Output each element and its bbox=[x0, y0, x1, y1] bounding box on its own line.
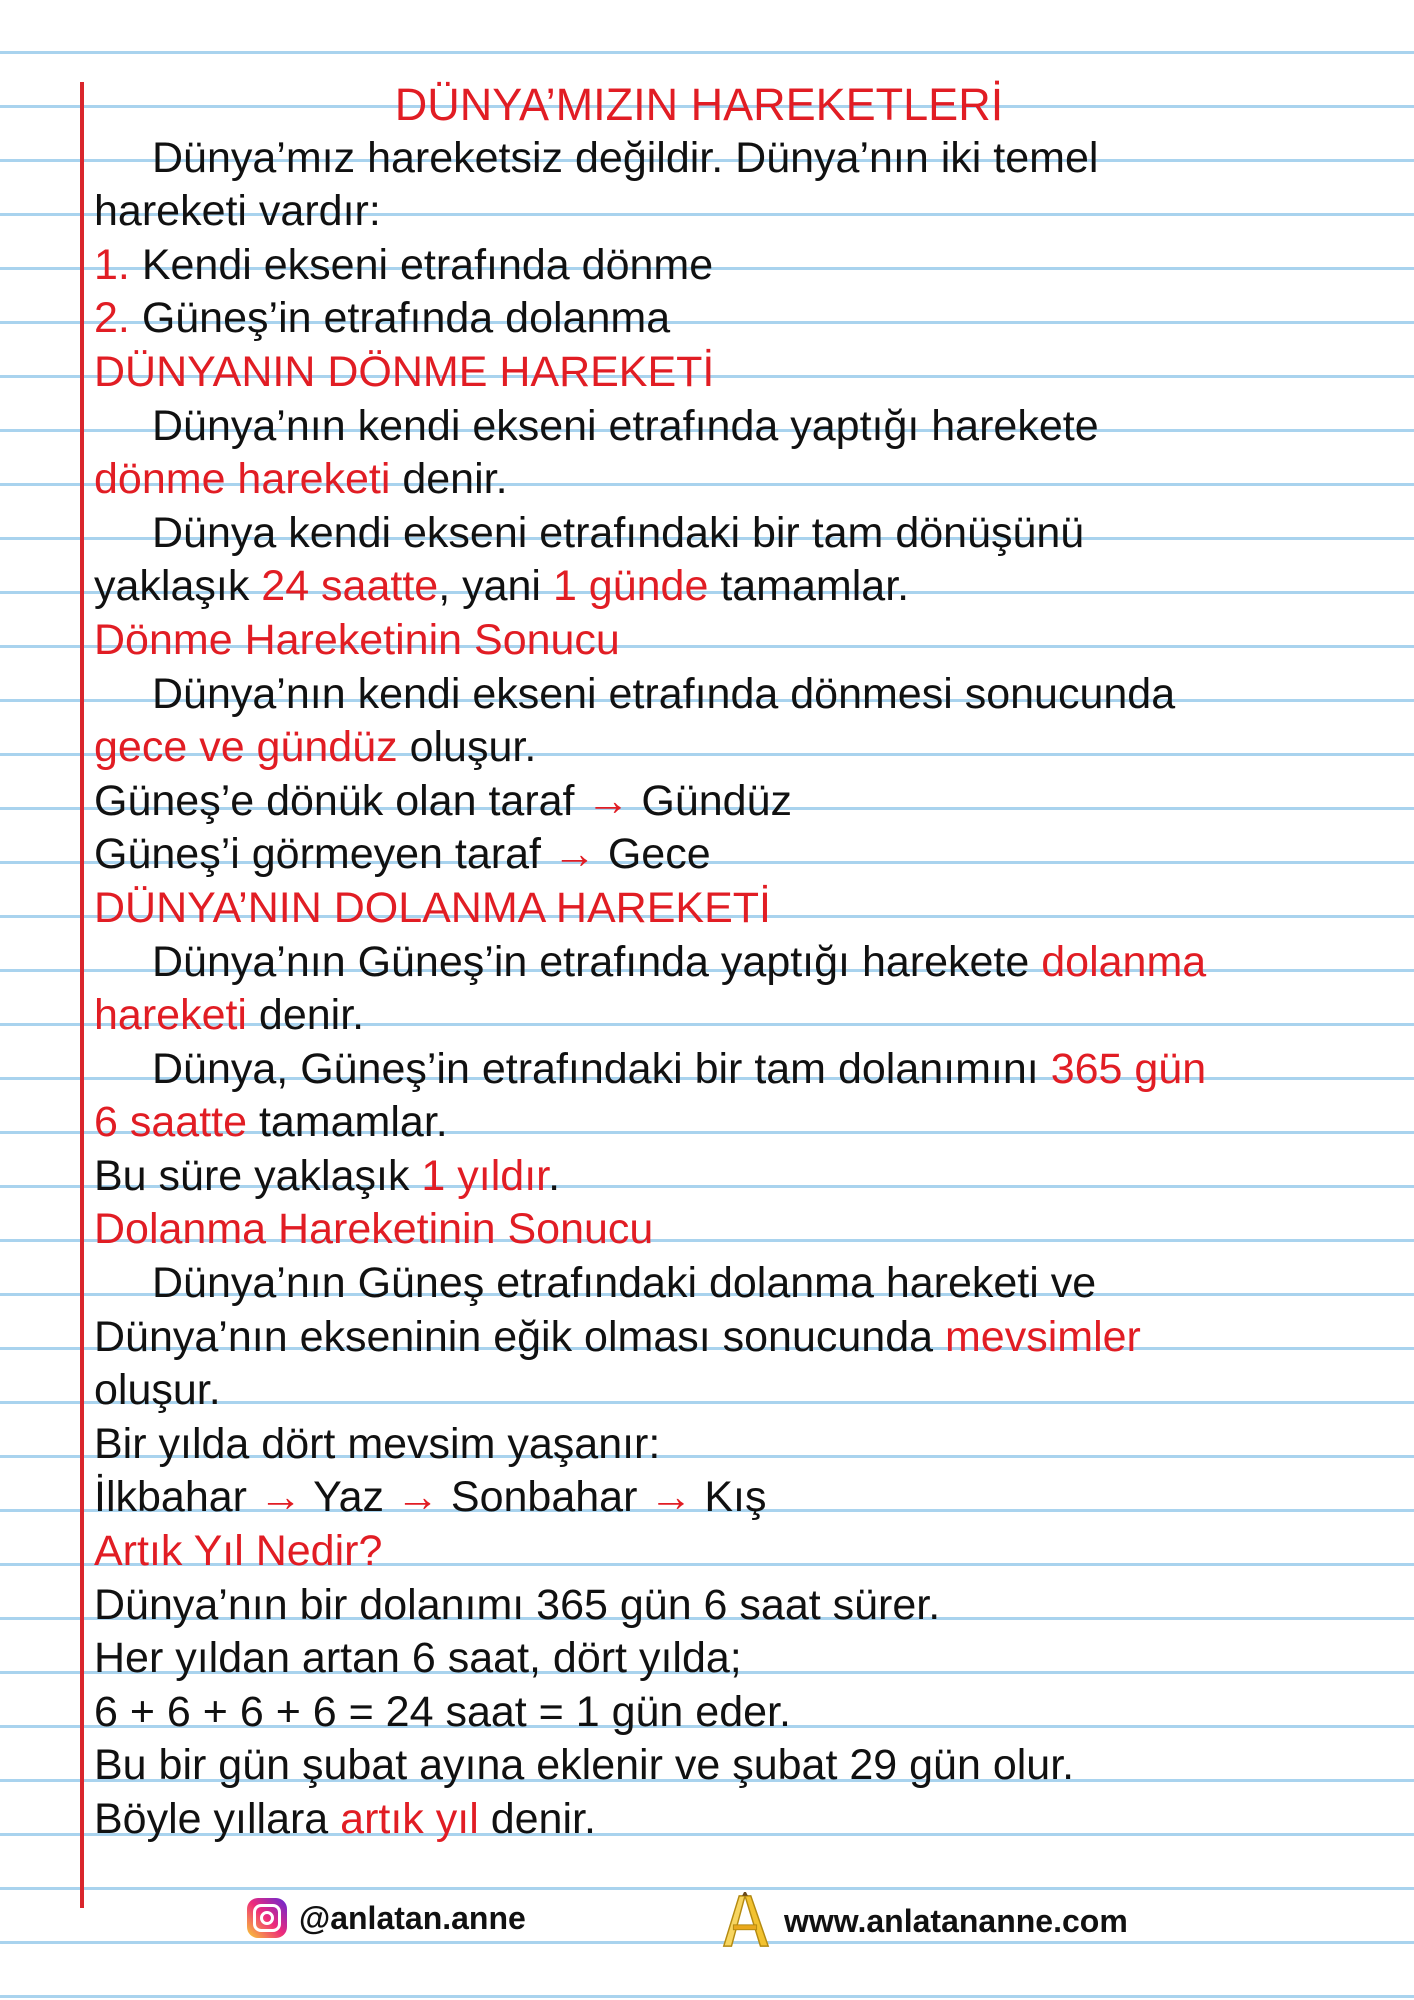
arrow-right-icon: → bbox=[552, 830, 596, 879]
night-text: Güneş’i görmeyen taraf bbox=[94, 830, 553, 879]
arrow-right-icon: → bbox=[258, 1473, 302, 1522]
highlight-1-gunde: 1 günde bbox=[552, 562, 709, 611]
rotation-result-rest: oluşur. bbox=[397, 723, 537, 772]
revolution-heading: DÜNYA’NIN DOLANMA HAREKETİ bbox=[94, 883, 771, 932]
revolution-p2-line-2 bbox=[94, 1096, 1384, 1150]
website-link[interactable] bbox=[716, 1892, 1128, 1950]
arrow-right-icon: → bbox=[649, 1473, 693, 1522]
rotation-result-line-2 bbox=[94, 721, 1384, 775]
season-2: Yaz bbox=[313, 1473, 385, 1522]
rotation-p2-a: yaklaşık bbox=[94, 562, 262, 611]
leap-line-4: Bu bir gün şubat ayına eklenir ve şubat 29 gün olur. bbox=[94, 1741, 1075, 1790]
list-text-2: Güneş’in etrafında dolanma bbox=[129, 294, 671, 343]
highlight-gece-ve-gunduz: gece ve gündüz bbox=[94, 723, 398, 772]
seasons-intro: Bir yılda dört mevsim yaşanır: bbox=[94, 1419, 661, 1468]
rotation-p2-line-2 bbox=[94, 560, 1384, 614]
night-line bbox=[94, 828, 1384, 882]
rotation-p1-line-2 bbox=[94, 453, 1384, 507]
intro-line-2: hareketi vardır: bbox=[94, 187, 381, 236]
highlight-artik-yil: artık yıl bbox=[340, 1795, 479, 1843]
day-result: Gündüz bbox=[629, 776, 793, 825]
highlight-365-gun: 365 gün bbox=[1050, 1044, 1207, 1093]
revolution-p2-a: Dünya, Güneş’in etrafındaki bir tam dolanımını bbox=[152, 1044, 1051, 1093]
rotation-heading: DÜNYANIN DÖNME HAREKETİ bbox=[94, 347, 715, 396]
highlight-1-yildir: 1 yıldır bbox=[421, 1151, 549, 1200]
instagram-handle: @anlatan.anne bbox=[299, 1899, 526, 1936]
intro-line-1: Dünya’mız hareketsiz değildir. Dünya’nın iki temel bbox=[152, 133, 1099, 182]
revolution-p2-rest: tamamlar. bbox=[247, 1098, 448, 1147]
season-4: Kış bbox=[704, 1473, 767, 1522]
seasons-line bbox=[94, 1471, 1384, 1525]
rotation-p1-rest: denir. bbox=[390, 455, 508, 504]
revolution-p1-line-1 bbox=[94, 936, 1384, 990]
list-number-2: 2. bbox=[94, 294, 130, 343]
leap-l5-rest: denir. bbox=[478, 1795, 596, 1843]
highlight-donme-hareketi: dönme hareketi bbox=[94, 455, 391, 504]
list-number-1: 1. bbox=[94, 240, 130, 289]
rotation-result-line-1: Dünya’nın kendi ekseni etrafında dönmesi sonucunda bbox=[152, 669, 1176, 718]
revolution-p1-line-2 bbox=[94, 989, 1384, 1043]
rotation-p1-line-1: Dünya’nın kendi ekseni etrafında yaptığı harekete bbox=[152, 401, 1099, 450]
revolution-p3-rest: . bbox=[548, 1151, 561, 1200]
rotation-p2-line-1: Dünya kendi ekseni etrafındaki bir tam dönüşünü bbox=[152, 508, 1085, 557]
revolution-p1-rest: denir. bbox=[246, 991, 365, 1040]
instagram-icon bbox=[247, 1898, 287, 1938]
highlight-dolanma: dolanma bbox=[1041, 937, 1207, 986]
revolution-p3 bbox=[94, 1150, 1384, 1204]
revolution-p1-a: Dünya’nın Güneş’in etrafında yaptığı harekete bbox=[152, 937, 1042, 986]
leap-line-2: Her yıldan artan 6 saat, dört yılda; bbox=[94, 1634, 742, 1683]
leap-line-1: Dünya’nın bir dolanımı 365 gün 6 saat sürer. bbox=[94, 1580, 941, 1629]
season-3: Sonbahar bbox=[450, 1473, 638, 1522]
revolution-p2-line-1 bbox=[94, 1043, 1384, 1097]
list-item-1 bbox=[94, 239, 1384, 293]
list-item-2 bbox=[94, 292, 1384, 346]
worksheet-content bbox=[94, 78, 1384, 1847]
leap-line-3: 6 + 6 + 6 + 6 = 24 saat = 1 gün eder. bbox=[94, 1687, 791, 1736]
page-title: DÜNYA’MIZIN HAREKETLERİ bbox=[394, 79, 1004, 130]
revolution-p3-a: Bu süre yaklaşık bbox=[94, 1151, 422, 1200]
season-1: İlkbahar bbox=[94, 1473, 247, 1522]
highlight-24-saatte: 24 saatte bbox=[261, 562, 439, 611]
leap-l5-a: Böyle yıllara bbox=[94, 1795, 341, 1843]
rotation-p2-b: , yani bbox=[438, 562, 553, 611]
highlight-hareketi: hareketi bbox=[94, 991, 247, 1040]
arrow-right-icon: → bbox=[586, 776, 630, 825]
revolution-result-line-2 bbox=[94, 1311, 1384, 1365]
revolution-result-line-1: Dünya’nın Güneş etrafındaki dolanma hareketi ve bbox=[152, 1259, 1097, 1308]
day-text: Güneş’e dönük olan taraf bbox=[94, 776, 587, 825]
arrow-right-icon: → bbox=[395, 1473, 439, 1522]
footer bbox=[0, 1892, 1414, 1952]
day-line bbox=[94, 775, 1384, 829]
pencil-a-logo-icon bbox=[716, 1892, 774, 1950]
revolution-result-a: Dünya’nın ekseninin eğik olması sonucunda bbox=[94, 1312, 945, 1361]
revolution-result-line-3: oluşur. bbox=[94, 1366, 221, 1415]
night-result: Gece bbox=[595, 830, 711, 879]
website-url: www.anlatananne.com bbox=[784, 1902, 1128, 1939]
highlight-mevsimler: mevsimler bbox=[944, 1312, 1141, 1361]
leap-heading: Artık Yıl Nedir? bbox=[94, 1527, 383, 1576]
list-text-1: Kendi ekseni etrafında dönme bbox=[129, 240, 714, 289]
rotation-result-heading: Dönme Hareketinin Sonucu bbox=[94, 615, 620, 664]
highlight-6-saatte: 6 saatte bbox=[94, 1098, 247, 1147]
instagram-link[interactable] bbox=[247, 1898, 526, 1938]
notebook-margin-line bbox=[80, 82, 84, 1908]
revolution-result-heading: Dolanma Hareketinin Sonucu bbox=[94, 1205, 654, 1254]
leap-line-5 bbox=[94, 1793, 1384, 1847]
rotation-p2-c: tamamlar. bbox=[708, 562, 910, 611]
